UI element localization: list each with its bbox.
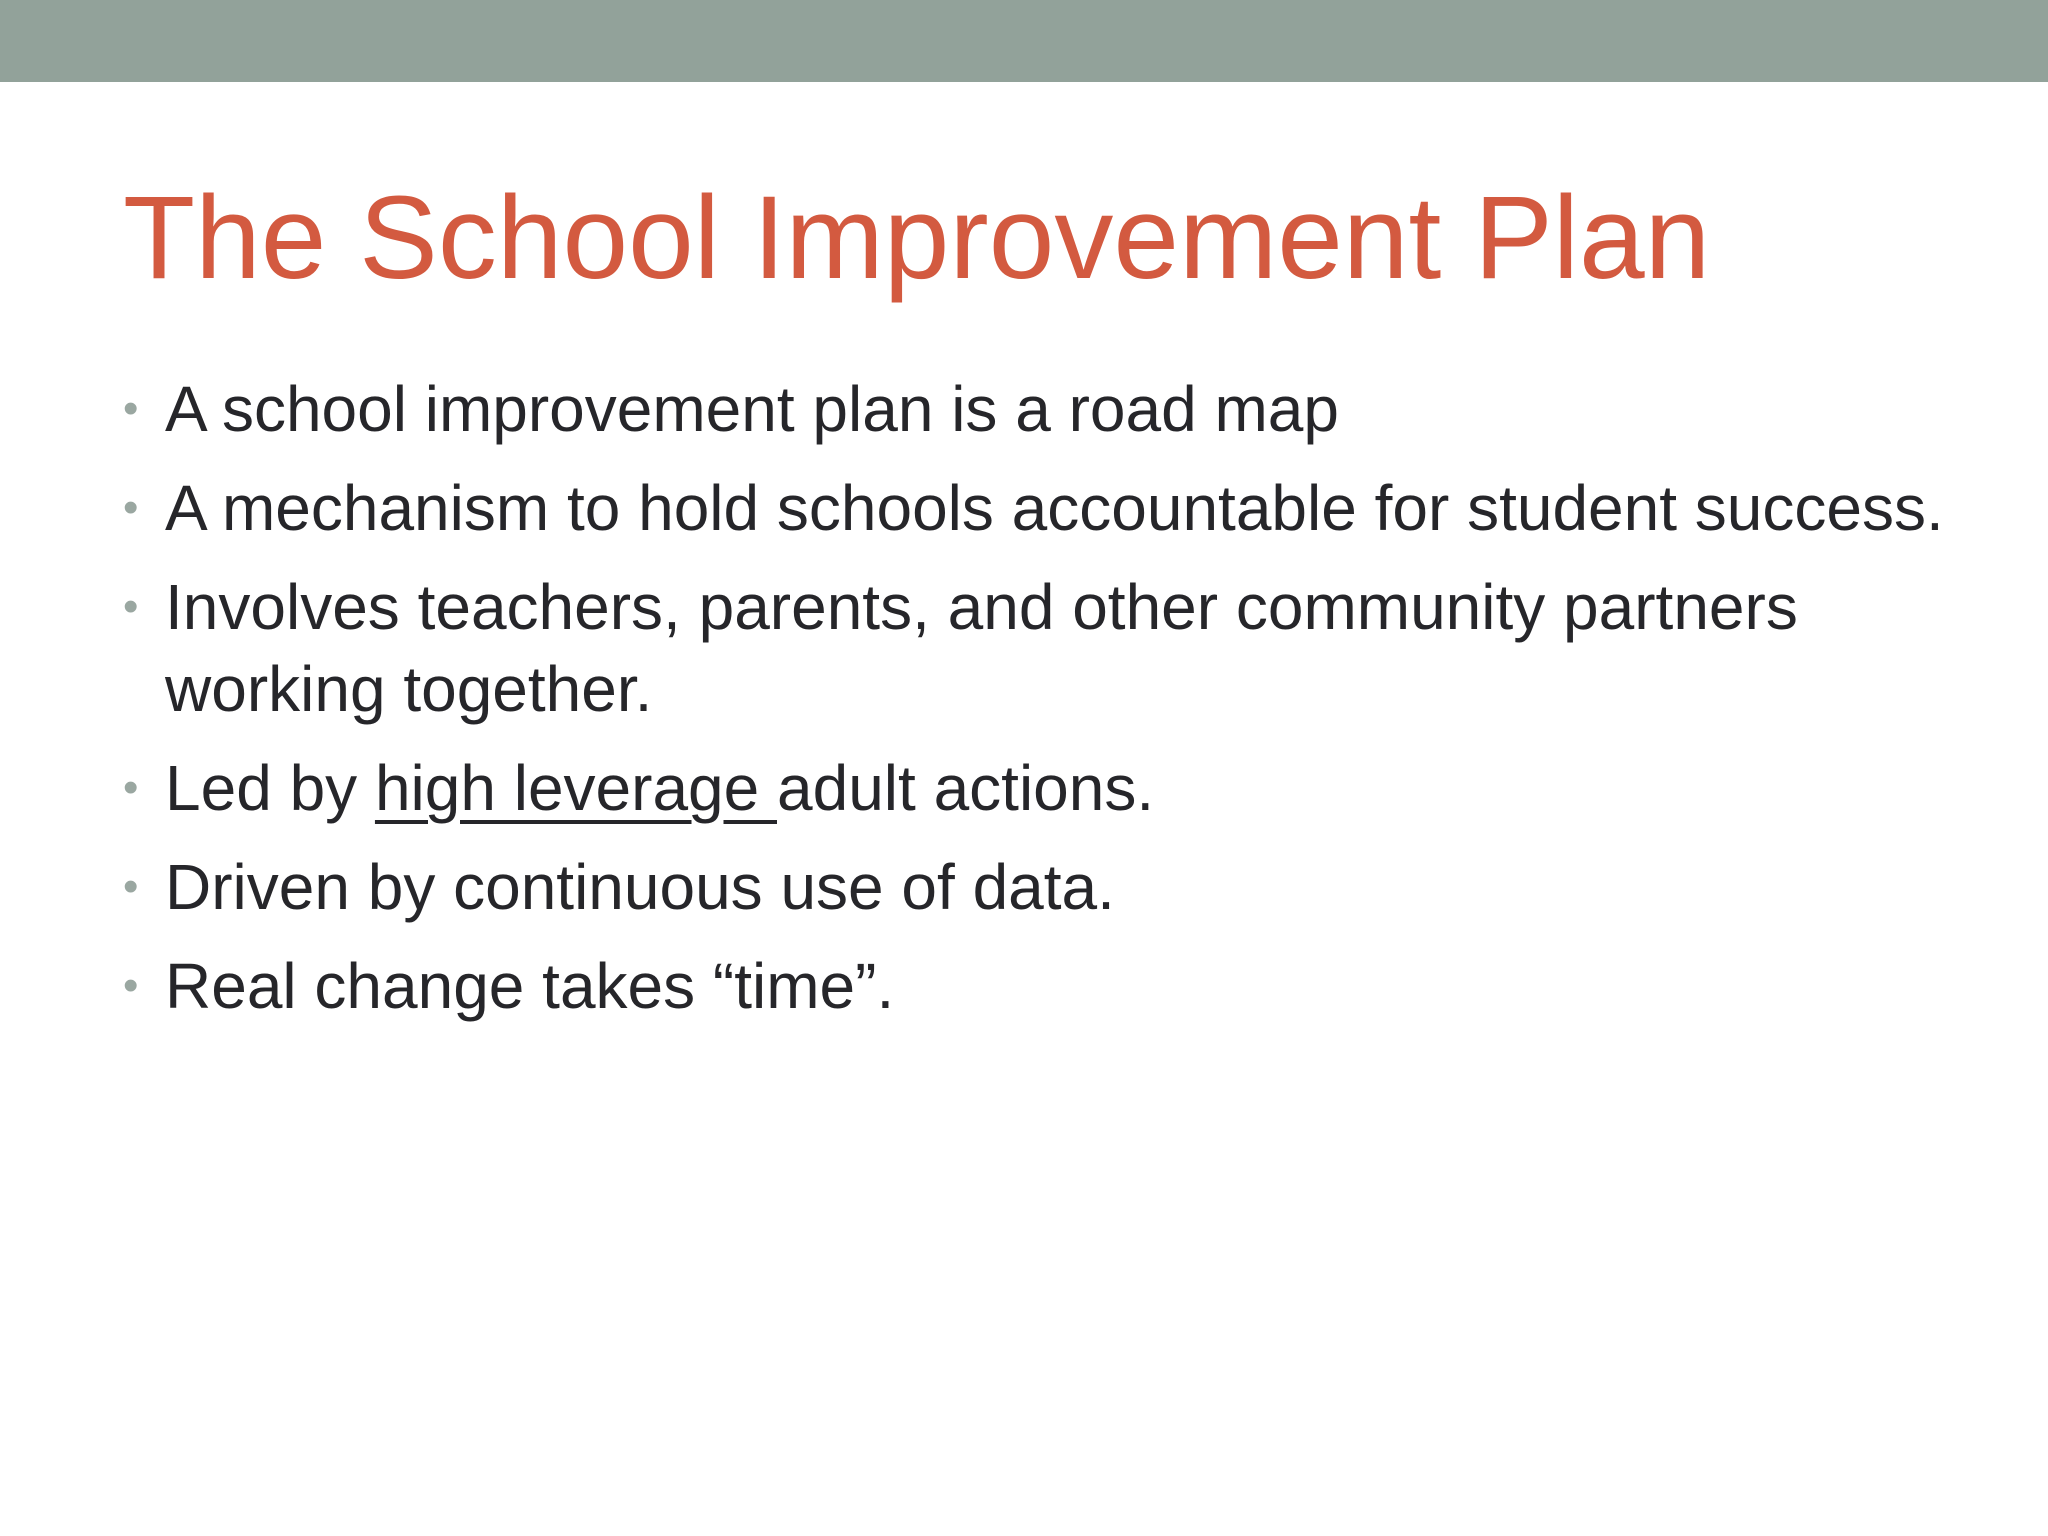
bullet-dot-icon: •	[123, 763, 139, 812]
bullet-text-underlined: high leverage	[374, 752, 777, 824]
bullet-item	[123, 945, 2003, 1027]
bullet-text: Driven by continuous use of data.	[165, 851, 1115, 923]
bullet-item	[123, 368, 2003, 450]
bullet-dot-icon: •	[123, 384, 139, 433]
bullet-dot-icon: •	[123, 862, 139, 911]
bullet-item	[123, 846, 2003, 928]
bullet-text-prefix: Led by	[165, 752, 375, 824]
bullet-item	[123, 467, 2003, 549]
bullet-text: A mechanism to hold schools accountable for student success.	[165, 472, 1944, 544]
bullet-text: A school improvement plan is a road map	[165, 373, 1339, 445]
bullet-text: Involves teachers, parents, and other community partners working together.	[165, 571, 1798, 725]
bullet-text: Real change takes “time”.	[165, 950, 895, 1022]
bullet-text	[165, 747, 2003, 829]
slide-header-bar	[0, 0, 2048, 82]
bullet-text-suffix: adult actions.	[777, 752, 1155, 824]
bullet-item	[123, 747, 2003, 829]
bullet-dot-icon: •	[123, 582, 139, 631]
bullet-item	[123, 566, 2003, 730]
bullet-dot-icon: •	[123, 961, 139, 1010]
bullet-dot-icon: •	[123, 483, 139, 532]
slide-title: The School Improvement Plan	[123, 172, 1711, 304]
bullet-list	[123, 368, 2003, 1044]
